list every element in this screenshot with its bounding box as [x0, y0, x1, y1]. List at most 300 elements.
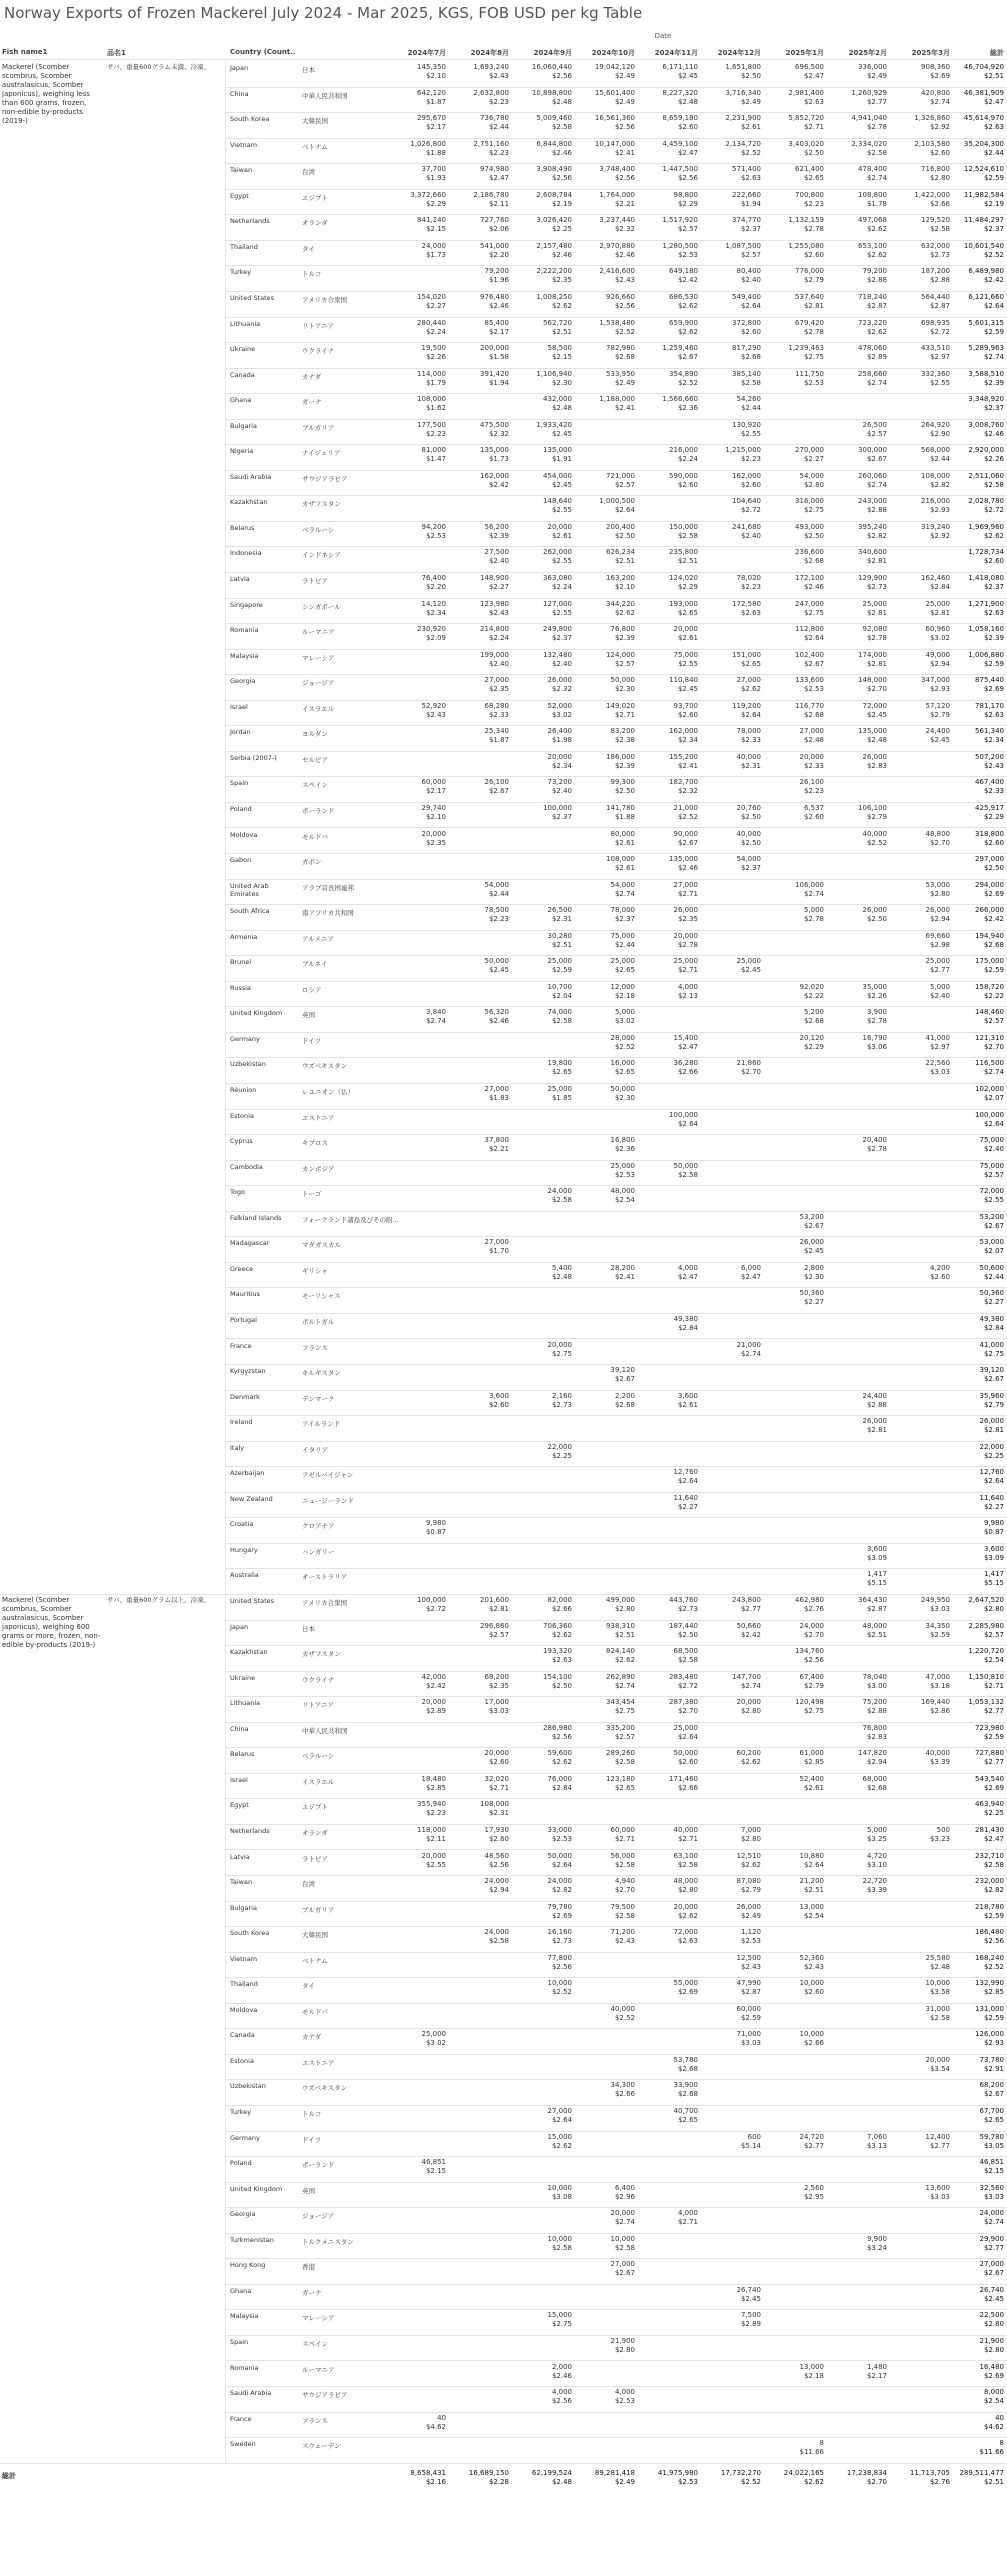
- cell-kgs: 111,750: [795, 369, 824, 378]
- row-divider: [225, 1134, 1007, 1135]
- cell-usd-per-kg: $2.40: [740, 531, 761, 540]
- country-name: Croatia: [230, 1520, 254, 1529]
- cell-kgs: 48,000: [673, 1877, 698, 1886]
- country-name-jp: サウジアラビア: [302, 2391, 348, 2400]
- total-usd-per-kg: $2.48: [551, 2477, 572, 2486]
- cell-kgs: 194,940: [975, 931, 1004, 940]
- cell-kgs: 20,000: [799, 752, 824, 761]
- cell-kgs: 148,460: [975, 1008, 1004, 1017]
- cell-kgs: 782,980: [606, 344, 635, 353]
- cell-kgs: 1,026,800: [410, 139, 446, 148]
- row-divider: [225, 751, 1007, 752]
- cell-kgs: 79,200: [862, 267, 887, 276]
- cell-kgs: 21,000: [673, 803, 698, 812]
- cell-kgs: 35,960: [979, 1391, 1004, 1400]
- row-divider: [225, 2207, 1007, 2208]
- country-name: United Kingdom: [230, 2184, 283, 2193]
- cell-kgs: 230,920: [417, 625, 446, 634]
- cell-usd-per-kg: $2.36: [614, 1145, 635, 1154]
- cell-kgs: 432,000: [543, 395, 572, 404]
- cell-kgs: 25,000: [673, 1723, 698, 1732]
- cell-usd-per-kg: $2.79: [740, 1886, 761, 1895]
- cell-kgs: 372,800: [732, 318, 761, 327]
- cell-kgs: 6,000: [740, 1263, 761, 1272]
- country-name-jp: ポーランド: [302, 2161, 335, 2170]
- cell-kgs: 2,560: [803, 2183, 824, 2192]
- cell-kgs: 20,000: [673, 1902, 698, 1911]
- cell-kgs: 696,500: [795, 63, 824, 71]
- country-name-jp: 台湾: [302, 168, 315, 177]
- cell-kgs: 24,400: [925, 727, 950, 736]
- country-name: Hungary: [230, 1545, 258, 1554]
- cell-usd-per-kg: $2.46: [551, 250, 572, 259]
- cell-kgs: 316,000: [795, 497, 824, 506]
- cell-kgs: 151,000: [732, 650, 761, 659]
- country-name-jp: トルクメニスタン: [302, 2237, 354, 2246]
- cell-usd-per-kg: $2.58: [677, 531, 698, 540]
- cell-usd-per-kg: $2.52: [614, 327, 635, 336]
- country-name: Singapore: [230, 600, 263, 609]
- cell-kgs: 25,000: [673, 957, 698, 966]
- cell-kgs: 1,417: [866, 1570, 887, 1579]
- cell-usd-per-kg: $2.43: [803, 1962, 824, 1971]
- cell-kgs: 75,000: [979, 1161, 1004, 1170]
- cell-usd-per-kg: $2.70: [803, 1630, 824, 1639]
- cell-usd-per-kg: $2.58: [929, 225, 950, 234]
- cell-kgs: 621,400: [795, 165, 824, 174]
- cell-usd-per-kg: $2.23: [488, 915, 509, 924]
- cell-usd-per-kg: $2.98: [929, 940, 950, 949]
- cell-usd-per-kg: $2.46: [551, 2371, 572, 2380]
- country-name-jp: デンマーク: [302, 1394, 335, 1403]
- country-name-jp: インドネシア: [302, 551, 341, 560]
- cell-usd-per-kg: $2.23: [425, 1809, 446, 1818]
- cell-kgs: 100,000: [669, 1110, 698, 1119]
- country-name: Germany: [230, 1034, 260, 1043]
- cell-kgs: 776,000: [795, 267, 824, 276]
- cell-usd-per-kg: $1.83: [488, 1094, 509, 1102]
- header-month: 2024年9月: [533, 49, 572, 57]
- cell-usd-per-kg: $2.65: [677, 2116, 698, 2124]
- country-name-jp: モルドバ: [302, 2007, 328, 2016]
- country-name: Uzbekistan: [230, 2082, 266, 2091]
- cell-usd-per-kg: $2.55: [740, 429, 761, 438]
- cell-kgs: 25,000: [547, 1085, 572, 1093]
- country-name: Netherlands: [230, 1826, 270, 1835]
- cell-usd-per-kg: $1.94: [740, 199, 761, 208]
- country-name-jp: ハンガリー: [302, 1547, 335, 1556]
- cell-usd-per-kg: $2.32: [614, 225, 635, 234]
- total-kgs: 16,689,150: [468, 2468, 509, 2477]
- cell-kgs: 262,000: [543, 548, 572, 557]
- cell-kgs: 177,500: [417, 420, 446, 429]
- cell-usd-per-kg: $2.81: [866, 659, 887, 668]
- cell-usd-per-kg: $2.42: [488, 480, 509, 489]
- cell-usd-per-kg: $2.78: [803, 225, 824, 234]
- cell-usd-per-kg: $2.27: [677, 1502, 698, 1511]
- cell-kgs: 26,100: [484, 778, 509, 787]
- cell-usd-per-kg: $2.51: [677, 557, 698, 566]
- cell-kgs: 7,060: [866, 2132, 887, 2141]
- cell-usd-per-kg: $2.52: [677, 812, 698, 821]
- cell-kgs: 235,800: [669, 548, 698, 557]
- cell-kgs: 19,500: [421, 344, 446, 353]
- cell-usd-per-kg: $2.80: [740, 1707, 761, 1716]
- cell-kgs: 58,500: [547, 344, 572, 353]
- cell-kgs: 296,860: [480, 1621, 509, 1630]
- cell-usd-per-kg: $2.55: [425, 1860, 446, 1869]
- cell-usd-per-kg: $2.43: [740, 1962, 761, 1971]
- country-name-jp: カナダ: [302, 2033, 322, 2042]
- cell-usd-per-kg: $2.21: [614, 199, 635, 208]
- cell-usd-per-kg: $2.68: [740, 353, 761, 362]
- cell-kgs: 49,380: [673, 1314, 698, 1323]
- cell-kgs: 478,400: [858, 165, 887, 174]
- cell-usd-per-kg: $2.53: [614, 2397, 635, 2406]
- total-usd-per-kg: $2.70: [866, 2477, 887, 2486]
- cell-usd-per-kg: $2.24: [677, 455, 698, 464]
- country-name-jp: マレーシア: [302, 2314, 335, 2323]
- cell-usd-per-kg: $2.17: [866, 2371, 887, 2380]
- cell-kgs: 2,160: [551, 1391, 572, 1400]
- country-name: Denmark: [230, 1392, 260, 1401]
- country-name: Brunei: [230, 958, 252, 967]
- cell-usd-per-kg: $2.29: [425, 199, 446, 208]
- cell-kgs: 200,400: [606, 522, 635, 531]
- country-name: Malaysia: [230, 2312, 259, 2321]
- cell-usd-per-kg: $2.71: [614, 1834, 635, 1843]
- cell-usd-per-kg: $2.37: [983, 583, 1004, 591]
- row-divider: [225, 2309, 1007, 2310]
- cell-kgs: 132,480: [543, 650, 572, 659]
- cell-usd-per-kg: $2.46: [488, 301, 509, 310]
- cell-kgs: 25,000: [610, 957, 635, 966]
- cell-usd-per-kg: $2.68: [803, 1017, 824, 1026]
- country-name: Taiwan: [230, 166, 253, 175]
- cell-usd-per-kg: $2.54: [614, 1196, 635, 1205]
- cell-kgs: 2,103,580: [914, 139, 950, 148]
- cell-kgs: 12,000: [610, 982, 635, 991]
- cell-kgs: 75,000: [673, 650, 698, 659]
- cell-kgs: 385,140: [732, 369, 761, 378]
- cell-usd-per-kg: $2.94: [929, 659, 950, 668]
- cell-usd-per-kg: $2.69: [983, 1783, 1004, 1792]
- cell-usd-per-kg: $2.59: [983, 966, 1004, 975]
- row-divider: [225, 163, 1007, 164]
- cell-usd-per-kg: $2.63: [740, 608, 761, 617]
- row-divider: [225, 1415, 1007, 1416]
- country-name: Belarus: [230, 1750, 255, 1759]
- cell-kgs: 1,764,000: [599, 190, 635, 199]
- cell-usd-per-kg: $2.21: [488, 1145, 509, 1154]
- row-divider: [225, 1466, 1007, 1467]
- cell-kgs: 46,381,909: [963, 88, 1004, 97]
- cell-usd-per-kg: $2.15: [425, 225, 446, 234]
- cell-usd-per-kg: $2.67: [983, 2090, 1004, 2099]
- cell-usd-per-kg: $2.81: [866, 557, 887, 566]
- cell-kgs: 340,600: [858, 548, 887, 557]
- cell-kgs: 1,188,000: [599, 395, 635, 404]
- cell-kgs: 243,800: [732, 1596, 761, 1604]
- cell-usd-per-kg: $2.51: [614, 1630, 635, 1639]
- cell-usd-per-kg: $2.62: [866, 250, 887, 259]
- country-name-jp: ベラルーシ: [302, 1752, 335, 1761]
- cell-usd-per-kg: $2.38: [614, 736, 635, 745]
- cell-usd-per-kg: $2.45: [488, 966, 509, 975]
- cell-kgs: 653,100: [858, 241, 887, 250]
- row-divider: [225, 1543, 1007, 1544]
- cell-kgs: 467,400: [975, 778, 1004, 787]
- cell-usd-per-kg: $2.49: [740, 1911, 761, 1920]
- cell-usd-per-kg: $2.81: [929, 608, 950, 617]
- country-name-jp: リトアニア: [302, 321, 334, 330]
- country-name-jp: アゼルバイジャン: [302, 1471, 354, 1480]
- country-name: Vietnam: [230, 1954, 258, 1963]
- cell-usd-per-kg: $2.42: [983, 276, 1004, 285]
- cell-usd-per-kg: $2.58: [614, 1758, 635, 1767]
- cell-usd-per-kg: $2.43: [488, 72, 509, 80]
- cell-usd-per-kg: $2.67: [803, 659, 824, 668]
- cell-kgs: 108,000: [921, 471, 950, 480]
- cell-kgs: 54,000: [484, 880, 509, 889]
- cell-usd-per-kg: $2.49: [614, 97, 635, 106]
- total-usd-per-kg: $2.53: [677, 2477, 698, 2486]
- cell-usd-per-kg: $2.74: [614, 1681, 635, 1690]
- cell-kgs: 425,917: [975, 803, 1004, 812]
- cell-usd-per-kg: $2.46: [983, 429, 1004, 438]
- cell-kgs: 20,000: [547, 522, 572, 531]
- cell-kgs: 60,200: [736, 1749, 761, 1758]
- cell-kgs: 507,200: [975, 752, 1004, 761]
- cell-kgs: 727,760: [480, 216, 509, 225]
- country-name: Gabon: [230, 856, 252, 865]
- cell-usd-per-kg: $2.80: [677, 1886, 698, 1895]
- cell-kgs: 40,000: [925, 1749, 950, 1758]
- cell-usd-per-kg: $2.56: [614, 123, 635, 132]
- country-name-jp: スペイン: [302, 781, 328, 790]
- cell-kgs: 1,255,080: [788, 241, 824, 250]
- cell-usd-per-kg: $2.23: [803, 199, 824, 208]
- cell-kgs: 11,982,584: [963, 190, 1004, 199]
- country-name-jp: ガボン: [302, 858, 322, 867]
- cell-usd-per-kg: $2.66: [677, 1783, 698, 1792]
- cell-kgs: 420,800: [921, 88, 950, 97]
- cell-kgs: 1,006,880: [968, 650, 1004, 659]
- country-name: Thailand: [230, 242, 258, 251]
- cell-usd-per-kg: $2.59: [929, 1630, 950, 1639]
- cell-usd-per-kg: $2.94: [866, 1758, 887, 1767]
- cell-kgs: 3,348,920: [968, 395, 1004, 404]
- cell-kgs: 187,200: [921, 267, 950, 276]
- cell-kgs: 1,651,800: [725, 63, 761, 71]
- cell-kgs: 3,600: [983, 1544, 1004, 1553]
- cell-kgs: 2,981,400: [788, 88, 824, 97]
- cell-usd-per-kg: $2.57: [866, 429, 887, 438]
- cell-usd-per-kg: $2.54: [803, 1911, 824, 1920]
- cell-kgs: 92,020: [799, 982, 824, 991]
- cell-kgs: 17,930: [484, 1825, 509, 1834]
- cell-usd-per-kg: $2.55: [677, 659, 698, 668]
- cell-kgs: 33,000: [547, 1825, 572, 1834]
- cell-kgs: 22,560: [925, 1059, 950, 1068]
- cell-kgs: 116,500: [975, 1059, 1004, 1068]
- cell-usd-per-kg: $2.37: [983, 404, 1004, 413]
- cell-kgs: 71,200: [610, 1928, 635, 1937]
- country-name: Saudi Arabia: [230, 472, 272, 481]
- cell-kgs: 76,000: [547, 1774, 572, 1783]
- cell-usd-per-kg: $2.52: [983, 1962, 1004, 1971]
- cell-usd-per-kg: $2.73: [551, 1400, 572, 1409]
- cell-kgs: 49,380: [979, 1314, 1004, 1323]
- cell-kgs: 1,132,159: [788, 216, 824, 225]
- cell-kgs: 78,040: [862, 1672, 887, 1681]
- cell-usd-per-kg: $2.31: [551, 915, 572, 924]
- cell-usd-per-kg: $2.60: [740, 480, 761, 489]
- row-divider: [225, 495, 1007, 496]
- cell-usd-per-kg: $2.74: [983, 353, 1004, 362]
- cell-kgs: 1,239,463: [788, 344, 824, 353]
- cell-kgs: 59,600: [547, 1749, 572, 1758]
- cell-kgs: 6,171,110: [662, 63, 698, 71]
- cell-kgs: 5,852,720: [788, 114, 824, 123]
- country-name-jp: スペイン: [302, 2339, 328, 2348]
- cell-kgs: 561,340: [975, 727, 1004, 736]
- cell-usd-per-kg: $2.66: [929, 199, 950, 208]
- country-name-jp: ポーランド: [302, 806, 335, 815]
- cell-kgs: 77,800: [547, 1953, 572, 1962]
- cell-kgs: 2,028,780: [968, 497, 1004, 506]
- cell-usd-per-kg: $2.46: [614, 250, 635, 259]
- cell-usd-per-kg: $2.60: [803, 250, 824, 259]
- cell-usd-per-kg: $2.49: [740, 97, 761, 106]
- cell-usd-per-kg: $2.47: [677, 148, 698, 157]
- cell-kgs: 82,000: [547, 1596, 572, 1604]
- cell-usd-per-kg: $2.58: [488, 1937, 509, 1946]
- cell-usd-per-kg: $2.89: [740, 2320, 761, 2329]
- country-name-jp: 英国: [302, 1011, 315, 1020]
- cell-usd-per-kg: $2.52: [614, 2013, 635, 2022]
- cell-usd-per-kg: $2.42: [983, 915, 1004, 924]
- cell-kgs: 71,000: [736, 2030, 761, 2039]
- cell-kgs: 60,000: [736, 2004, 761, 2013]
- cell-kgs: 47,990: [736, 1979, 761, 1988]
- cell-usd-per-kg: $3.03: [929, 2192, 950, 2201]
- cell-kgs: 21,860: [736, 1059, 761, 1068]
- cell-kgs: 26,740: [979, 2285, 1004, 2294]
- cell-usd-per-kg: $2.75: [551, 2320, 572, 2329]
- cell-usd-per-kg: $1.87: [488, 736, 509, 745]
- cell-kgs: 15,000: [547, 2132, 572, 2141]
- cell-kgs: 56,200: [484, 522, 509, 531]
- country-name-jp: ニュージーランド: [302, 1496, 354, 1505]
- cell-usd-per-kg: $2.56: [677, 174, 698, 183]
- cell-usd-per-kg: $2.64: [740, 301, 761, 310]
- cell-usd-per-kg: $2.50: [551, 1681, 572, 1690]
- cell-usd-per-kg: $2.41: [614, 148, 635, 157]
- row-divider: [225, 674, 1007, 675]
- row-divider: [225, 444, 1007, 445]
- row-divider: [225, 802, 1007, 803]
- cell-kgs: 102,400: [795, 650, 824, 659]
- country-name-jp: 大韓民国: [302, 117, 328, 126]
- total-usd-per-kg: $2.28: [488, 2477, 509, 2486]
- cell-kgs: 5,009,460: [536, 114, 572, 123]
- cell-usd-per-kg: $2.65: [803, 174, 824, 183]
- cell-kgs: 698,935: [921, 318, 950, 327]
- cell-kgs: 2,511,060: [968, 471, 1004, 480]
- cell-kgs: 145,350: [417, 63, 446, 71]
- cell-usd-per-kg: $2.23: [488, 148, 509, 157]
- country-name-jp: セルビア: [302, 755, 328, 764]
- cell-kgs: 83,200: [610, 727, 635, 736]
- cell-kgs: 24,400: [862, 1391, 887, 1400]
- cell-kgs: 2,200: [614, 1391, 635, 1400]
- cell-kgs: 12,400: [925, 2132, 950, 2141]
- cell-usd-per-kg: $2.10: [614, 583, 635, 591]
- cell-kgs: 100,000: [543, 803, 572, 812]
- cell-usd-per-kg: $2.60: [488, 1400, 509, 1409]
- cell-kgs: 600: [747, 2132, 761, 2141]
- cell-usd-per-kg: $2.29: [677, 583, 698, 591]
- cell-kgs: 626,234: [606, 548, 635, 557]
- cell-kgs: 10,147,000: [594, 139, 635, 148]
- cell-usd-per-kg: $2.57: [677, 225, 698, 234]
- row-divider: [225, 546, 1007, 547]
- country-name: Falkland Islands: [230, 1213, 282, 1222]
- country-name: Moldova: [230, 830, 258, 839]
- cell-usd-per-kg: $2.09: [425, 634, 446, 643]
- cell-usd-per-kg: $2.73: [929, 250, 950, 259]
- cell-usd-per-kg: $2.33: [983, 787, 1004, 796]
- cell-usd-per-kg: $2.45: [740, 966, 761, 975]
- cell-usd-per-kg: $2.51: [551, 940, 572, 949]
- cell-usd-per-kg: $2.43: [425, 710, 446, 719]
- country-name-jp: レユニオン（仏）: [302, 1088, 354, 1096]
- cell-usd-per-kg: $2.50: [614, 787, 635, 796]
- cell-usd-per-kg: $2.91: [983, 2064, 1004, 2073]
- cell-kgs: 21,900: [979, 2336, 1004, 2345]
- cell-usd-per-kg: $2.80: [983, 2345, 1004, 2354]
- cell-kgs: 686,530: [669, 292, 698, 301]
- cell-usd-per-kg: $2.65: [677, 608, 698, 617]
- cell-kgs: 27,000: [673, 880, 698, 889]
- cell-usd-per-kg: $2.30: [614, 1094, 635, 1102]
- cell-kgs: 26,000: [862, 752, 887, 761]
- country-name-jp: シンガポール: [302, 602, 341, 611]
- cell-kgs: 723,220: [858, 318, 887, 327]
- country-name: Spain: [230, 2337, 249, 2346]
- row-divider: [225, 1441, 1007, 1442]
- country-name-jp: ブルガリア: [302, 1905, 335, 1914]
- cell-kgs: 50,360: [799, 1289, 824, 1298]
- cell-usd-per-kg: $2.77: [983, 1707, 1004, 1716]
- cell-usd-per-kg: $3.18: [929, 1681, 950, 1690]
- cell-usd-per-kg: $2.62: [614, 608, 635, 617]
- cell-kgs: 3,588,510: [968, 369, 1004, 378]
- row-divider: [225, 1236, 1007, 1237]
- country-name: Japan: [230, 1622, 249, 1631]
- cell-kgs: 79,200: [484, 267, 509, 276]
- cell-usd-per-kg: $2.55: [929, 378, 950, 387]
- cell-kgs: 571,400: [732, 165, 761, 174]
- cell-usd-per-kg: $2.37: [614, 915, 635, 924]
- cell-usd-per-kg: $2.89: [866, 353, 887, 362]
- cell-kgs: 49,000: [925, 650, 950, 659]
- grand-total-label: 総計: [2, 2471, 16, 2480]
- total-kgs: 62,199,524: [531, 2468, 572, 2477]
- cell-kgs: 5,000: [614, 1008, 635, 1017]
- cell-kgs: 78,000: [610, 906, 635, 915]
